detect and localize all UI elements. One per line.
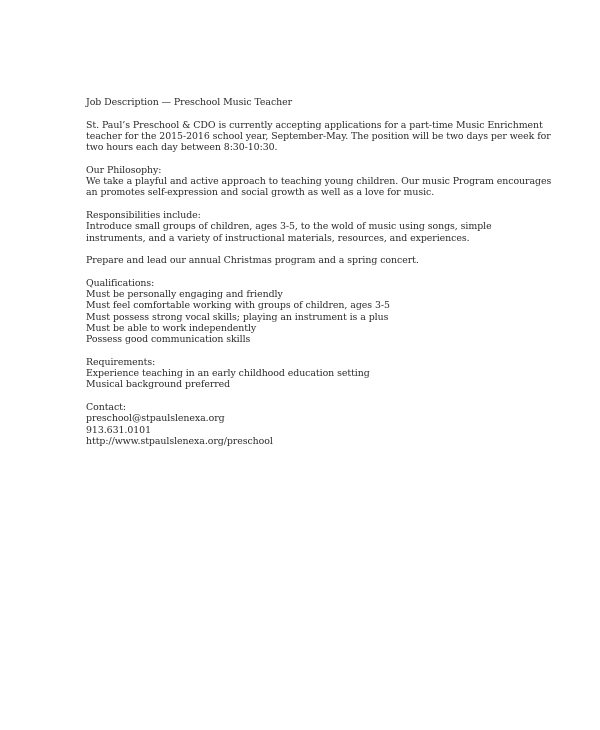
qualification-item: Must be personally engaging and friendly (86, 289, 283, 301)
requirements-section (86, 357, 526, 391)
intro-paragraph (86, 119, 551, 154)
intro-line: St. Paul’s Preschool & CDO is currently accepting applications for a part-time Music Enrichment (86, 119, 543, 131)
responsibilities-section (86, 210, 526, 244)
qualifications-heading: Qualifications: (86, 277, 155, 289)
requirements-heading: Requirements: (86, 356, 156, 368)
contact-section (86, 402, 526, 447)
qualification-item: Must possess strong vocal skills; playing an instrument is a plus (86, 311, 389, 323)
responsibilities-extra-paragraph (86, 255, 526, 266)
qualification-item: Possess good communication skills (86, 334, 251, 346)
intro-line: two hours each day between 8:30-10:30. (86, 142, 278, 154)
philosophy-section (86, 164, 552, 199)
document-title-block (86, 97, 526, 108)
requirement-item: Musical background preferred (86, 379, 231, 391)
qualification-item: Must feel comfortable working with groups of children, ages 3-5 (86, 300, 390, 312)
responsibilities-heading: Responsibilities include: (86, 209, 201, 221)
qualifications-section (86, 278, 526, 346)
contact-phone: 913.631.0101 (86, 424, 152, 436)
qualification-item: Must be able to work independently (86, 322, 257, 334)
responsibilities-extra: Prepare and lead our annual Christmas program and a spring concert. (86, 255, 419, 267)
contact-email: preschool@stpaulslenexa.org (86, 413, 225, 425)
intro-line: teacher for the 2015-2016 school year, September-May. The position will be two days per week for (86, 130, 551, 142)
document-title: Job Description — Preschool Music Teacher (86, 97, 293, 108)
philosophy-line: an promotes self-expression and social growth as well as a love for music. (86, 187, 435, 199)
requirement-item: Experience teaching in an early childhood education setting (86, 368, 370, 380)
contact-url: http://www.stpaulslenexa.org/preschool (86, 435, 273, 447)
philosophy-line: We take a playful and active approach to teaching young children. Our music Program encourages (86, 176, 552, 188)
responsibilities-line: Introduce small groups of children, ages 3-5, to the wold of music using songs, simple (86, 221, 492, 233)
contact-heading: Contact: (86, 402, 126, 414)
philosophy-heading: Our Philosophy: (86, 164, 162, 176)
responsibilities-line: instruments, and a variety of instructional materials, resources, and experiences. (86, 232, 470, 244)
document-body (86, 97, 552, 459)
